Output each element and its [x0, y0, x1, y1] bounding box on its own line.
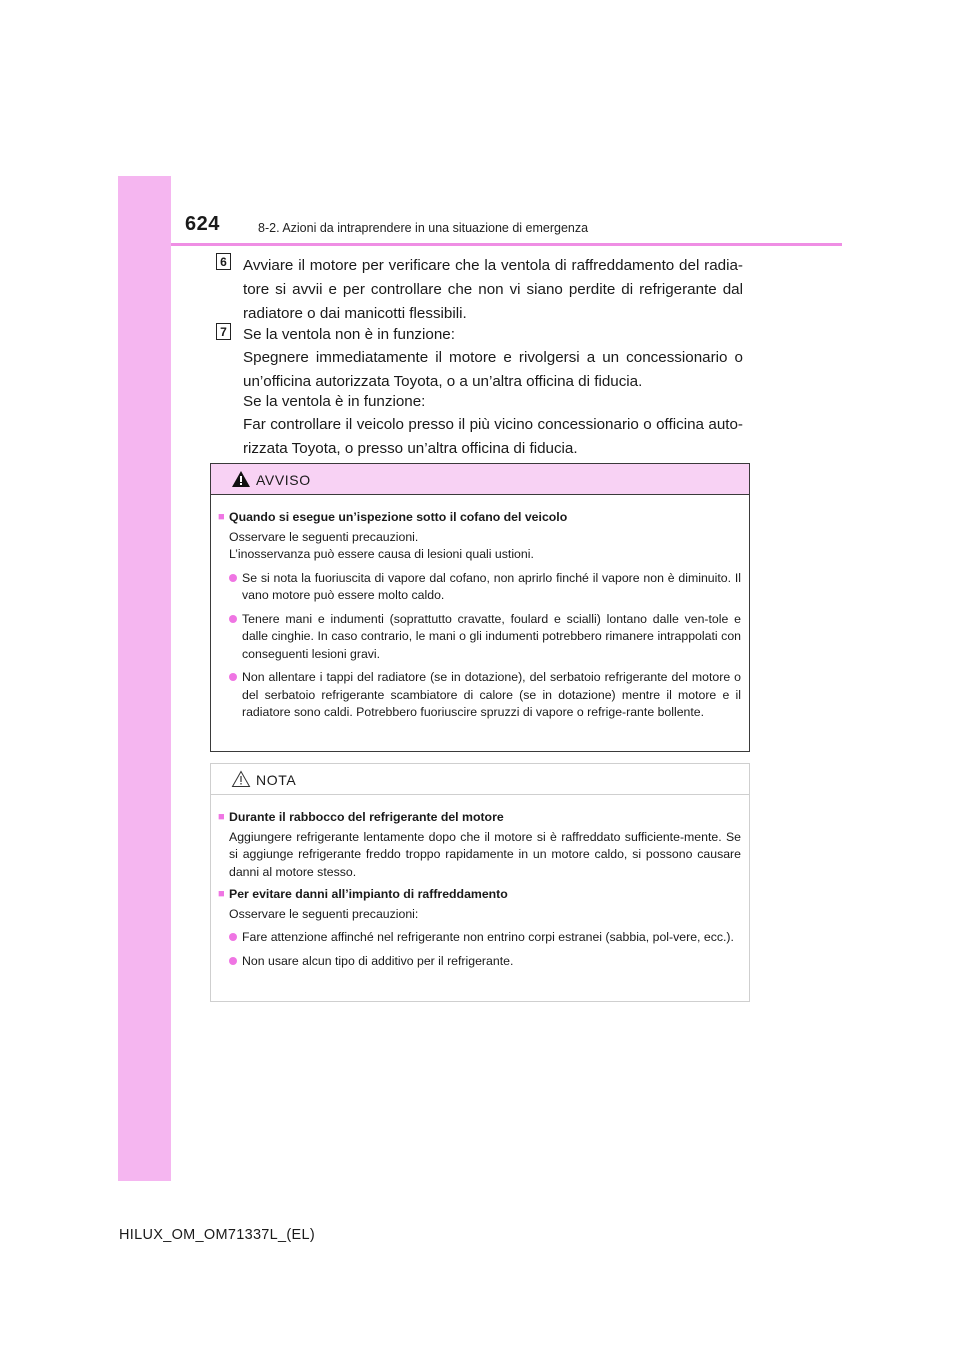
- notice-text-2: Osservare le seguenti precauzioni:: [229, 906, 419, 921]
- warning-intro-2: L’inosservanza può essere causa di lesioni quali ustioni.: [229, 547, 534, 561]
- square-bullet-icon: ■: [218, 511, 225, 523]
- notice-bullet: Fare attenzione affinché nel refrigerante non entrino corpi estranei (sabbia, pol-vere, ecc.).: [229, 929, 741, 947]
- warning-bullet: Non allentare i tappi del radiatore (se in dotazione), del serbatoio refrigerante del motore o del serbatoio refrigerante scambiatore di calore (se in dotazione) mentre il motore e il radiatore sono caldi. Potrebbero fuoriuscire spruzzi di vapore o refrige-rante bollente.: [229, 669, 741, 722]
- step-7-condition-off: Se la ventola non è in funzione:: [243, 326, 455, 343]
- notice-bullet: Non usare alcun tipo di additivo per il refrigerante.: [229, 953, 741, 971]
- step-badge-7: 7: [216, 323, 231, 340]
- notice-box: [210, 763, 750, 1002]
- step-badge-6: 6: [216, 253, 231, 270]
- warning-triangle-icon: [231, 470, 251, 488]
- caution-triangle-icon: [231, 770, 251, 788]
- warning-bullet: Tenere mani e indumenti (soprattutto cravatte, foulard e scialli) lontano dalle ven-tole e dalle cinghie. In caso contrario, le mani o gli indumenti potrebbero rimanere intrappolati con conseguenti lesioni gravi.: [229, 611, 741, 664]
- document-code: HILUX_OM_OM71337L_(EL): [119, 1227, 315, 1243]
- square-bullet-icon: ■: [218, 888, 225, 900]
- notice-heading-2: ■ Per evitare danni all’impianto di raffreddamento: [219, 886, 741, 904]
- step-6-text: Avviare il motore per verificare che la ventola di raffreddamento del radia-tore si avvii e per controllare che non vi siano perdite di refrigerante dal radiatore o dai manicotti flessibili.: [243, 257, 743, 322]
- bullet-dot-icon: [229, 615, 237, 623]
- step-7-condition-on: Se la ventola è in funzione:: [243, 393, 426, 410]
- section-title: 8-2. Azioni da intraprendere in una situazione di emergenza: [258, 221, 589, 235]
- notice-heading-1: ■ Durante il rabbocco del refrigerante del motore: [219, 809, 741, 827]
- chapter-sidebar-tab: [118, 176, 171, 1181]
- square-bullet-icon: ■: [218, 811, 225, 823]
- warning-header: [211, 464, 749, 495]
- step-7-action-off: Spegnere immediatamente il motore e rivolgersi a un concessionario o un’officina autorizzata Toyota, o a un’altra officina di fiducia.: [243, 349, 743, 390]
- warning-box: [210, 463, 750, 752]
- notice-title: NOTA: [256, 772, 297, 788]
- notice-text-1: Aggiungere refrigerante lentamente dopo che il motore si è raffreddato sufficiente-mente. Se si aggiunge refrigerante freddo troppo rapidamente in un motore caldo, si possono causare danni al motore stesso.: [229, 829, 741, 879]
- step-7-action-on: Far controllare il veicolo presso il più vicino concessionario o officina auto-rizzata Toyota, o presso un’altra officina di fiducia.: [243, 416, 743, 457]
- bullet-dot-icon: [229, 673, 237, 681]
- page-number: 624: [185, 213, 220, 235]
- warning-heading: ■ Quando si esegue un’ispezione sotto il cofano del veicolo: [219, 509, 741, 527]
- notice-header: [211, 764, 749, 795]
- warning-title: AVVISO: [256, 472, 311, 488]
- bullet-dot-icon: [229, 957, 237, 965]
- header-divider: [171, 243, 842, 246]
- warning-intro-1: Osservare le seguenti precauzioni.: [229, 529, 419, 544]
- warning-bullet: Se si nota la fuoriuscita di vapore dal cofano, non aprirlo finché il vapore non è diminuito. Il vano motore può essere molto caldo.: [229, 570, 741, 605]
- bullet-dot-icon: [229, 933, 237, 941]
- bullet-dot-icon: [229, 574, 237, 582]
